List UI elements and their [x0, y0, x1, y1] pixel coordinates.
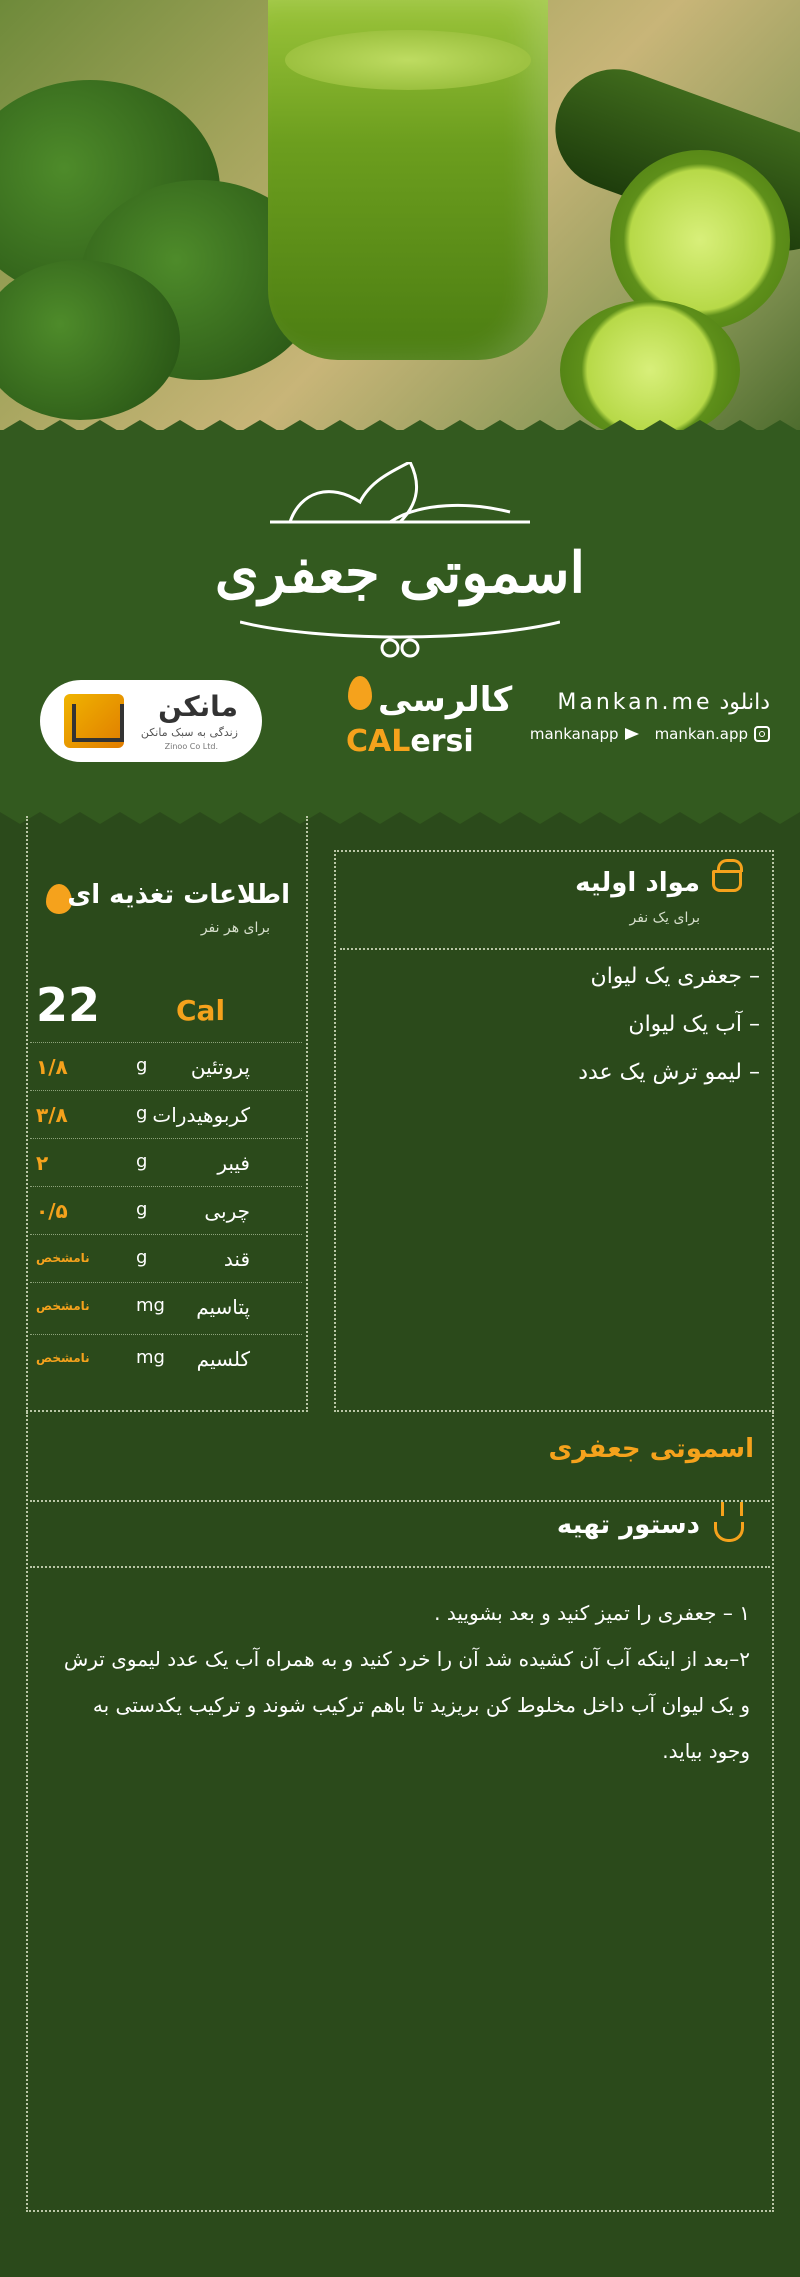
- nutrient-unit: g: [136, 1199, 148, 1220]
- nutrient-name: فیبر: [217, 1151, 250, 1175]
- recipe-step: ۱ – جعفری را تمیز کنید و بعد بشویید .: [434, 1601, 750, 1625]
- nutrition-title: اطلاعات تغذیه ای: [67, 880, 290, 910]
- nutrient-name: کربوهیدرات: [152, 1103, 250, 1127]
- calories-value: 22: [36, 978, 101, 1032]
- flame-icon: [348, 676, 372, 710]
- ingredients-subtitle: برای یک نفر: [629, 910, 700, 926]
- nutrient-row: [30, 1282, 302, 1335]
- nutrient-value: نامشخص: [36, 1351, 90, 1365]
- nutrient-unit: mg: [136, 1347, 165, 1368]
- nutrient-row: [30, 1186, 302, 1235]
- download-label[interactable]: دانلود Mankan.me: [557, 690, 770, 715]
- nutrient-unit: g: [136, 1055, 148, 1076]
- calersi-logo[interactable]: [340, 676, 513, 766]
- method-divider: [30, 1566, 770, 1568]
- nutrient-unit: g: [136, 1103, 148, 1124]
- brand-name: مانکن: [158, 690, 238, 723]
- instagram-handle: mankan.app: [654, 725, 748, 743]
- ingredients-divider: [340, 948, 772, 950]
- social-links: [510, 725, 770, 743]
- nutrient-name: پتاسیم: [196, 1295, 250, 1319]
- recipe-name: اسموتی جعفری: [548, 1434, 754, 1464]
- ingredients-frame: [334, 850, 774, 1412]
- calersi-fa: کالرسی: [378, 680, 513, 720]
- calersi-en-accent: CAL: [346, 724, 411, 759]
- nutrient-row: [30, 1334, 302, 1383]
- nutrient-name: قند: [223, 1247, 250, 1271]
- nutrient-unit: g: [136, 1151, 148, 1172]
- method-title: دستور تهیه: [556, 1510, 700, 1540]
- nutrient-name: کلسیم: [196, 1347, 250, 1371]
- nutrient-value: ۰/۵: [36, 1199, 68, 1223]
- ingredient-item: – لیمو ترش یک عدد: [578, 1060, 760, 1085]
- brand-tagline: زندگی به سبک مانکن: [140, 726, 238, 739]
- lime-slice: [560, 300, 740, 440]
- ingredient-item: – جعفری یک لیوان: [590, 964, 760, 989]
- nutrient-unit: mg: [136, 1295, 165, 1316]
- recipe-divider: [30, 1500, 770, 1502]
- title-underline-ornament: [240, 612, 560, 662]
- title-wrap: [0, 470, 800, 606]
- calersi-en: [346, 724, 474, 759]
- nutrient-row: [30, 1234, 302, 1283]
- ingredients-title: مواد اولیه: [575, 868, 700, 898]
- nutrient-value: ۱/۸: [36, 1055, 68, 1079]
- calersi-en-rest: ersi: [410, 724, 474, 759]
- nutrient-name: چربی: [204, 1199, 250, 1223]
- nutrient-value: نامشخص: [36, 1251, 90, 1265]
- telegram-icon: [625, 728, 639, 740]
- telegram-link[interactable]: [530, 725, 639, 743]
- basket-icon: [712, 870, 742, 892]
- nutrition-subtitle: برای هر نفر: [200, 920, 270, 936]
- mankan-logo[interactable]: [40, 680, 262, 762]
- nutrient-row: [30, 1042, 302, 1091]
- nutrient-row: [30, 1138, 302, 1187]
- ingredient-item: – آب یک لیوان: [628, 1012, 760, 1037]
- nutrient-value: ۳/۸: [36, 1103, 68, 1127]
- hero-image: [0, 0, 800, 440]
- instagram-link[interactable]: [655, 725, 770, 743]
- nutrient-row: [30, 1090, 302, 1139]
- recipe-step: ۲–بعد از اینکه آب آن کشیده شد آن را خرد کنید و به همراه آب یک عدد لیموی ترش و یک لیوان آب داخل مخلوط کن بریزید تا باهم ترکیب شوند و ترکیب یکدستی به وجود بیاید.: [63, 1647, 750, 1763]
- mankan-icon: [64, 694, 124, 748]
- nutrient-value: نامشخص: [36, 1299, 90, 1313]
- zigzag-divider: [0, 420, 800, 444]
- smoothie-surface: [285, 30, 531, 90]
- download-block: [510, 690, 770, 743]
- brand-company: Zinoo Co Ltd.: [164, 742, 218, 751]
- nutrient-value: ۲: [36, 1151, 49, 1175]
- calories-unit: Cal: [176, 994, 226, 1027]
- instagram-icon: [754, 726, 770, 742]
- nutrient-unit: g: [136, 1247, 148, 1268]
- nutrient-name: پروتئین: [190, 1055, 250, 1079]
- page-title: اسموتی جعفری: [214, 540, 586, 606]
- telegram-handle: mankanapp: [529, 725, 619, 743]
- recipe-steps: [60, 1590, 750, 1774]
